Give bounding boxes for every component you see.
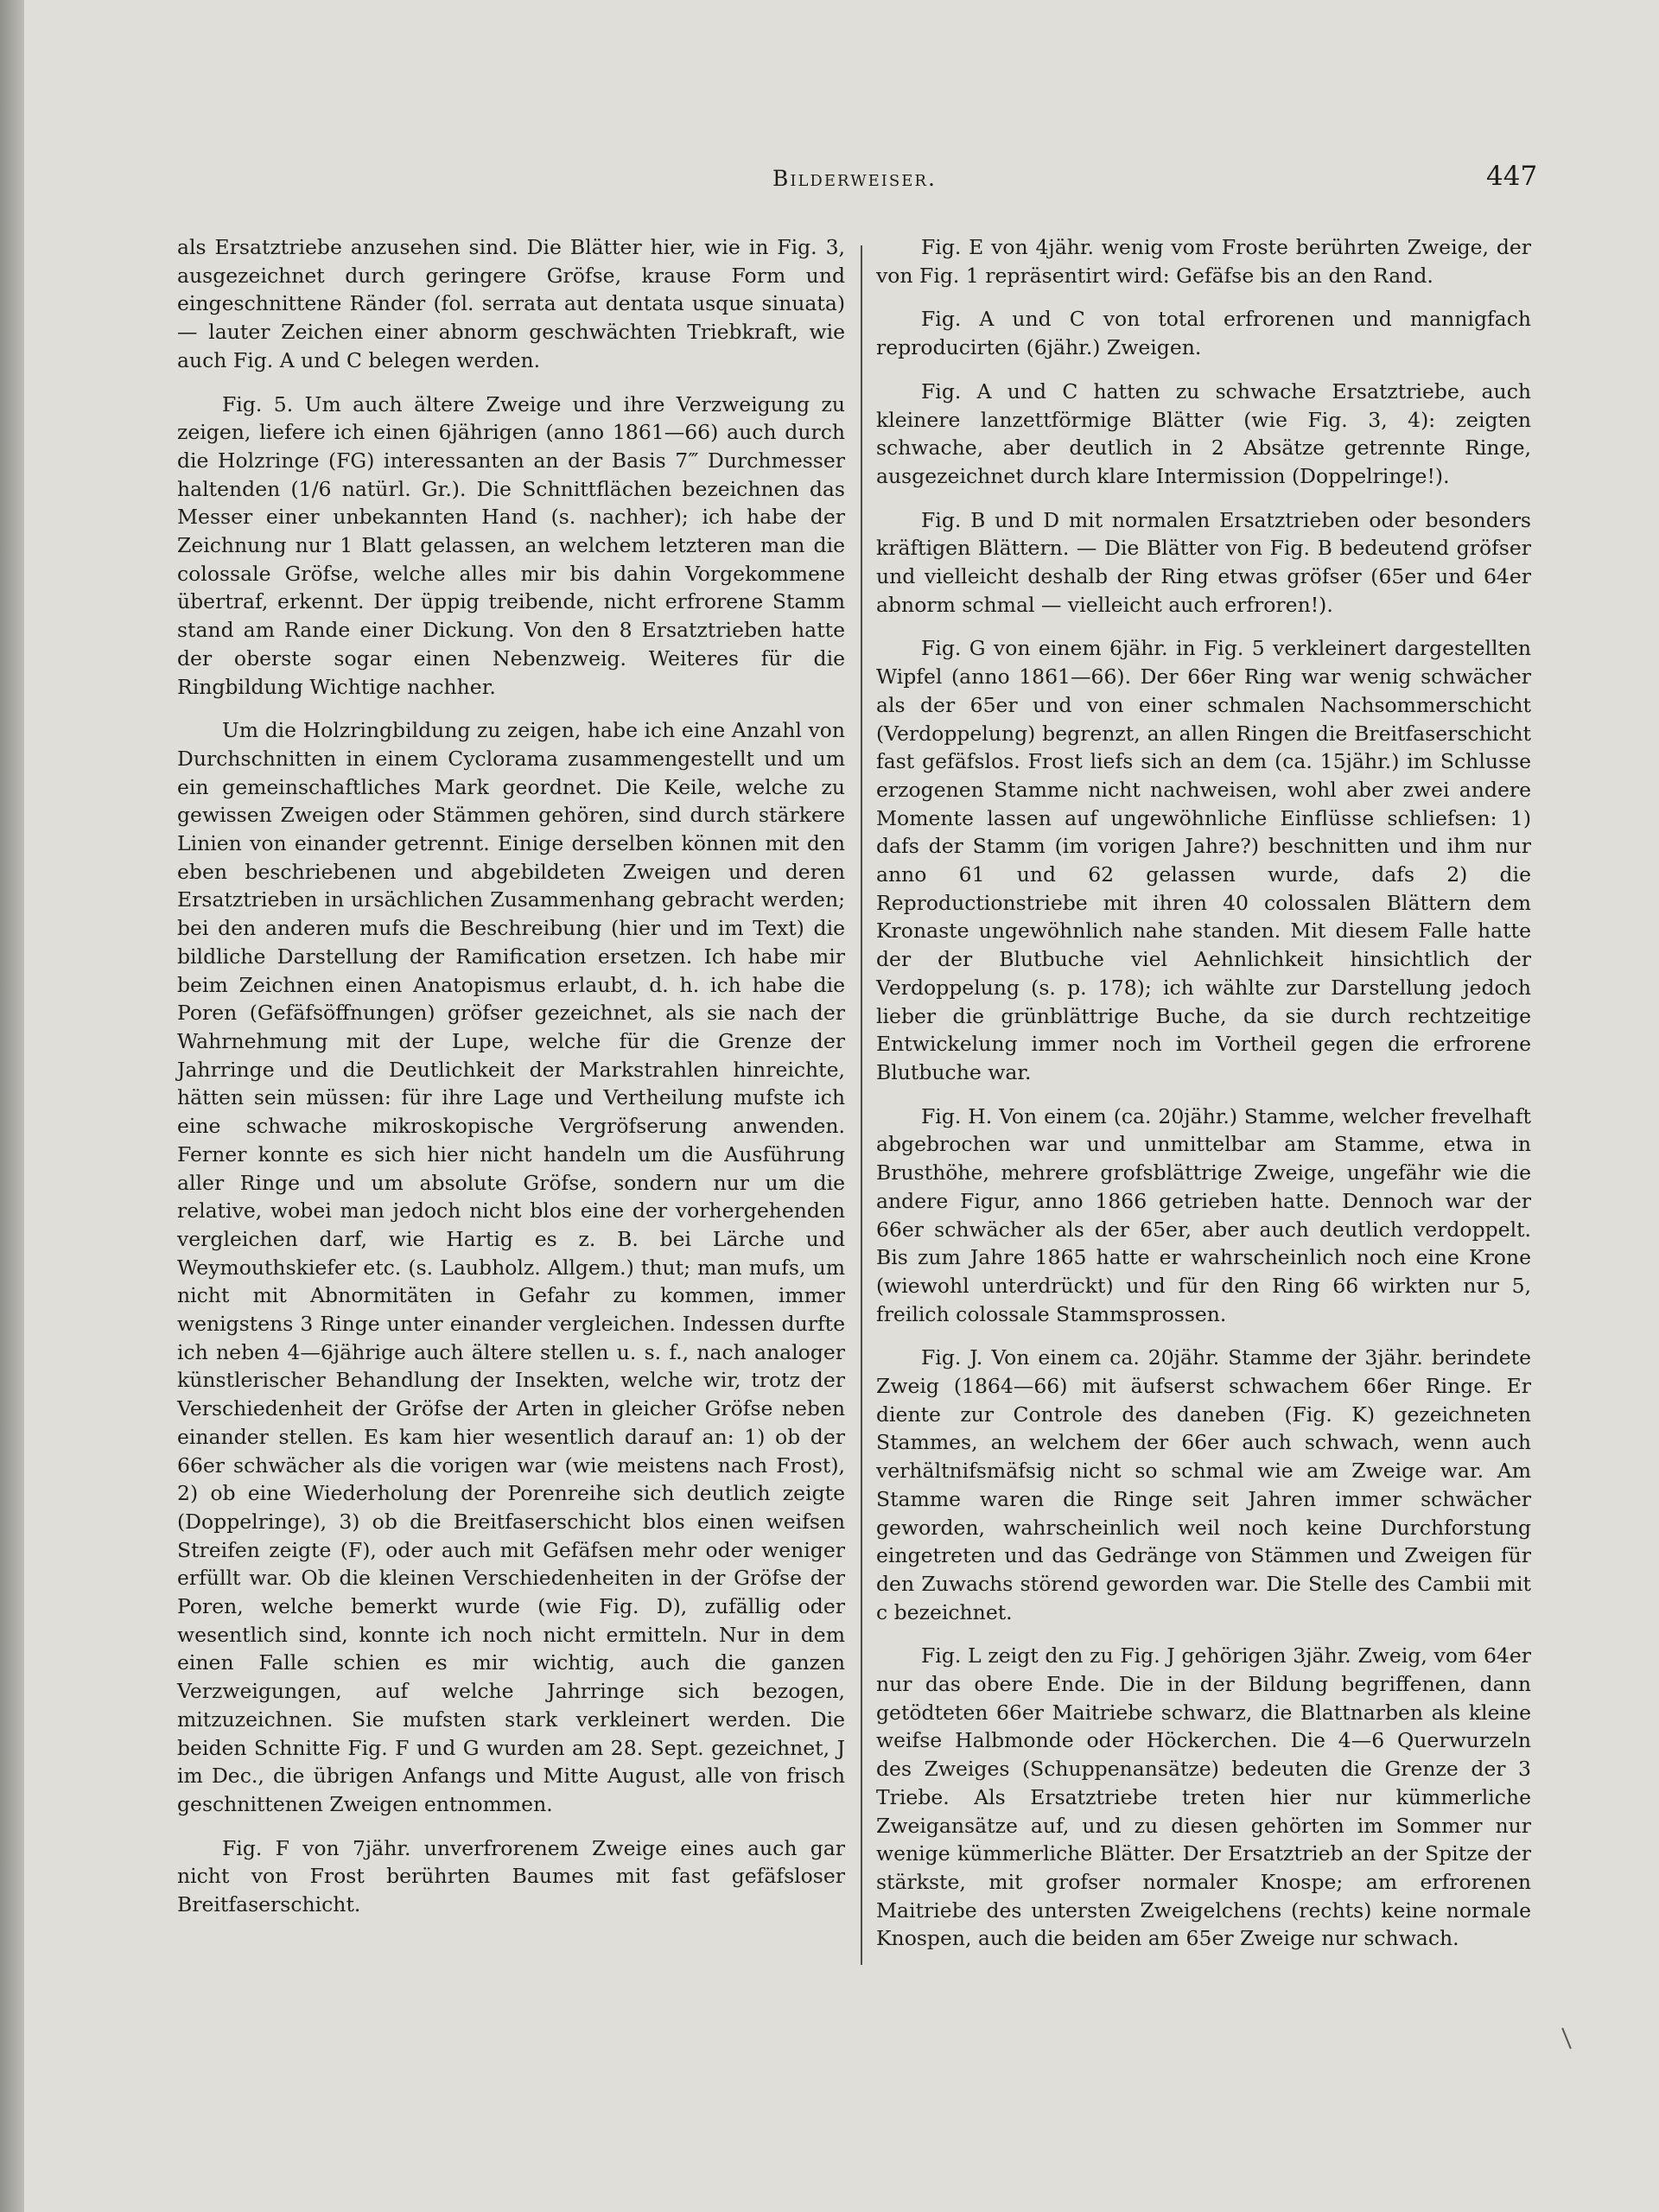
paragraph: Fig. A und C hatten zu schwache Ersatztriebe, auch kleinere lanzettförmige Blätter (wie Fig. 3, 4): zeigten schwache, aber deutlich in 2 Absätze getrennte Ringe, ausgezeichnet durch klare Intermission (Doppelringe!). xyxy=(876,378,1531,488)
page-number: 447 xyxy=(1486,161,1538,192)
right-column xyxy=(876,233,1531,1968)
paragraph: Fig. H. Von einem (ca. 20jähr.) Stamme, welcher frevelhaft abgebrochen war und unmittelbar am Stamme, etwa in Brusthöhe, mehrere grofsblättrige Zweige, ungefähr wie die andere Figur, anno 1866 getrieben hatte. Dennoch war der 66er schwächer als der 65er, aber auch deutlich verdoppelt. Bis zum Jahre 1865 hatte er wahrscheinlich noch eine Krone (wiewohl unterdrückt) und für den Ring 66 wirkten nur 5, freilich colossale Stammsprossen. xyxy=(876,1103,1531,1326)
paragraph: Fig. L zeigt den zu Fig. J gehörigen 3jähr. Zweig, vom 64er nur das obere Ende. Die in der Bildung begriffenen, dann getödteten 66er Maitriebe schwarz, die Blattnarben als kleine weifse Halbmonde oder Höckerchen. Die 4—6 Querwurzeln des Zweiges (Schuppenansätze) bedeuten die Grenze der 3 Triebe. Als Ersatztriebe treten hier nur kümmerliche Zweigansätze auf, und zu diesen gehörten im Sommer nur wenige kümmerliche Blätter. Der Ersatztrieb an der Spitze der stärkste, mit grofser normaler Knospe; am erfrorenen Maitriebe des untersten Zweigelchens (rechts) keine normale Knospen, auch die beiden am 65er Zweige nur schwach. xyxy=(876,1643,1531,1951)
paragraph: Fig. F von 7jähr. unverfrorenem Zweige eines auch gar nicht von Frost berührten Baumes mit fast gefäfsloser Breitfaserschicht. xyxy=(177,1835,845,1917)
paragraph: Um die Holzringbildung zu zeigen, habe ich eine Anzahl von Durchschnitten in einem Cyclorama zusammengestellt und um ein gemeinschaftliches Mark geordnet. Die Keile, welche zu gewissen Zweigen oder Stämmen gehören, sind durch stärkere Linien von einander getrennt. Einige derselben können mit den eben beschriebenen und abgebildeten Zweigen und deren Ersatztrieben in ursächlichen Zusammenhang gebracht werden; bei den anderen mufs die Beschreibung (hier und im Text) die bildliche Darstellung der Ramification ersetzen. Ich habe mir beim Zeichnen einen Anatopismus erlaubt, d. h. ich habe die Poren (Gefäfsöffnungen) gröfser gezeichnet, als sie nach der Wahrnehmung mit der Lupe, welche für die Grenze der Jahrringe und die Deutlichkeit der Markstrahlen hinreichte, hätten sein müssen: für ihre Lage und Vertheilung mufste ich eine schwache mikroskopische Vergröfserung anwenden. Ferner konnte es sich hier nicht handeln um die Ausführung aller Ringe und um absolute Gröfse, sondern nur um die relative, wobei man jedoch nicht blos eine der vorhergehenden vergleichen darf, wie Hartig es z. B. bei Lärche und Weymouthskiefer etc. (s. Laubholz. Allgem.) thut; man mufs, um nicht mit Abnormitäten in Gefahr zu kommen, immer wenigstens 3 Ringe unter einander vergleichen. Indessen durfte ich neben 4—6jährige auch ältere stellen u. s. f., nach analoger künstlerischer Behandlung der Insekten, welche wir, trotz der Verschiedenheit der Gröfse der Arten in gleicher Gröfse neben einander stellen. Es kam hier wesentlich darauf an: 1) ob der 66er schwächer als die vorigen war (wie meistens nach Frost), 2) ob eine Wiederholung der Porenreihe sich deutlich zeigte (Doppelringe), 3) ob die Breitfaserschicht blos einen weifsen Streifen zeigte (F), oder auch mit Gefäfsen mehr oder weniger erfüllt war. Ob die kleinen Verschiedenheiten in der Gröfse der Poren, welche bemerkt wurde (wie Fig. D), zufällig oder wesentlich sind, konnte ich noch nicht ermitteln. Nur in dem einen Falle schien es mir wichtig, auch die ganzen Verzweigungen, auf welche Jahrringe sich bezogen, mitzuzeichnen. Sie mufsten stark verkleinert werden. Die beiden Schnitte Fig. F und G wurden am 28. Sept. gezeichnet, J im Dec., die übrigen Anfangs und Mitte August, alle von frisch geschnittenen Zweigen entnommen. xyxy=(177,718,845,1816)
left-column xyxy=(177,233,845,1935)
paragraph: Fig. 5. Um auch ältere Zweige und ihre Verzweigung zu zeigen, liefere ich einen 6jährigen (anno 1861—66) auch durch die Holzringe (FG) interessanten an der Basis 7‴ Durchmesser haltenden (1/6 natürl. Gr.). Die Schnittflächen bezeichnen das Messer einer unbekannten Hand (s. nachher); ich habe der Zeichnung nur 1 Blatt gelassen, an welchem letzteren man die colossale Gröfse, welche alles mir bis dahin Vorgekommene übertraf, erkennt. Der üppig treibende, nicht erfrorene Stamm stand am Rande einer Dickung. Von den 8 Ersatztrieben hatte der oberste sogar einen Nebenzweig. Weiteres für die Ringbildung Wichtige nachher. xyxy=(177,391,845,699)
paragraph: Fig. J. Von einem ca. 20jähr. Stamme der 3jähr. berindete Zweig (1864—66) mit äufserst schwachem 66er Ringe. Er diente zur Controle des daneben (Fig. K) gezeichneten Stammes, an welchem der 66er auch schwach, wenn auch verhältnifsmäfsig nicht so schmal wie am Zweige war. Am Stamme waren die Ringe seit Jahren immer schwächer geworden, wahrscheinlich weil noch keine Durchforstung eingetreten und das Gedränge von Stämmen und Zweigen für den Zuwachs störend geworden war. Die Stelle des Cambii mit c bezeichnet. xyxy=(876,1345,1531,1624)
running-head: Bilderweiser. xyxy=(772,166,937,191)
paragraph: Fig. E von 4jähr. wenig vom Froste berührten Zweige, der von Fig. 1 repräsentirt wird: Gefäfse bis an den Rand. xyxy=(876,235,1531,288)
column-divider xyxy=(861,245,862,1965)
paragraph: Fig. A und C von total erfrorenen und mannigfach reproducirten (6jähr.) Zweigen. xyxy=(876,307,1531,360)
paragraph: als Ersatztriebe anzusehen sind. Die Blätter hier, wie in Fig. 3, ausgezeichnet durch geringere Gröfse, krause Form und eingeschnittene Ränder (fol. serrata aut dentata usque sinuata) — lauter Zeichen einer abnorm geschwächten Triebkraft, wie auch Fig. A und C belegen werden. xyxy=(177,235,845,372)
paragraph: Fig. G von einem 6jähr. in Fig. 5 verkleinert dargestellten Wipfel (anno 1861—66). Der 66er Ring war wenig schwächer als der 65er und von einer schmalen Nachsommerschicht (Verdoppelung) begrenzt, an allen Ringen die Breitfaserschicht fast gefäfslos. Frost liefs sich an dem (ca. 15jähr.) im Schlusse erzogenen Stamme nicht nachweisen, wohl aber zwei andere Momente lassen auf ungewöhnliche Einflüsse schliefsen: 1) dafs der Stamm (im vorigen Jahre?) beschnitten und ihm nur anno 61 und 62 gelassen wurde, dafs 2) die Reproductionstriebe mit ihren 40 colossalen Blättern dem Kronaste ungewöhnlich nahe standen. Mit diesem Falle hatte der der Blutbuche viel Aehnlichkeit hinsichtlich der Verdoppelung (s. p. 178); ich wählte zur Darstellung jedoch lieber die grünblättrige Buche, da sie durch rechtzeitige Entwickelung immer noch im Vortheil gegen die erfrorene Blutbuche war. xyxy=(876,636,1531,1084)
paragraph: Fig. B und D mit normalen Ersatztrieben oder besonders kräftigen Blättern. — Die Blätter von Fig. B bedeutend gröfser und vielleicht deshalb der Ring etwas gröfser (65er und 64er abnorm schmal — vielleicht auch erfroren!). xyxy=(876,507,1531,617)
